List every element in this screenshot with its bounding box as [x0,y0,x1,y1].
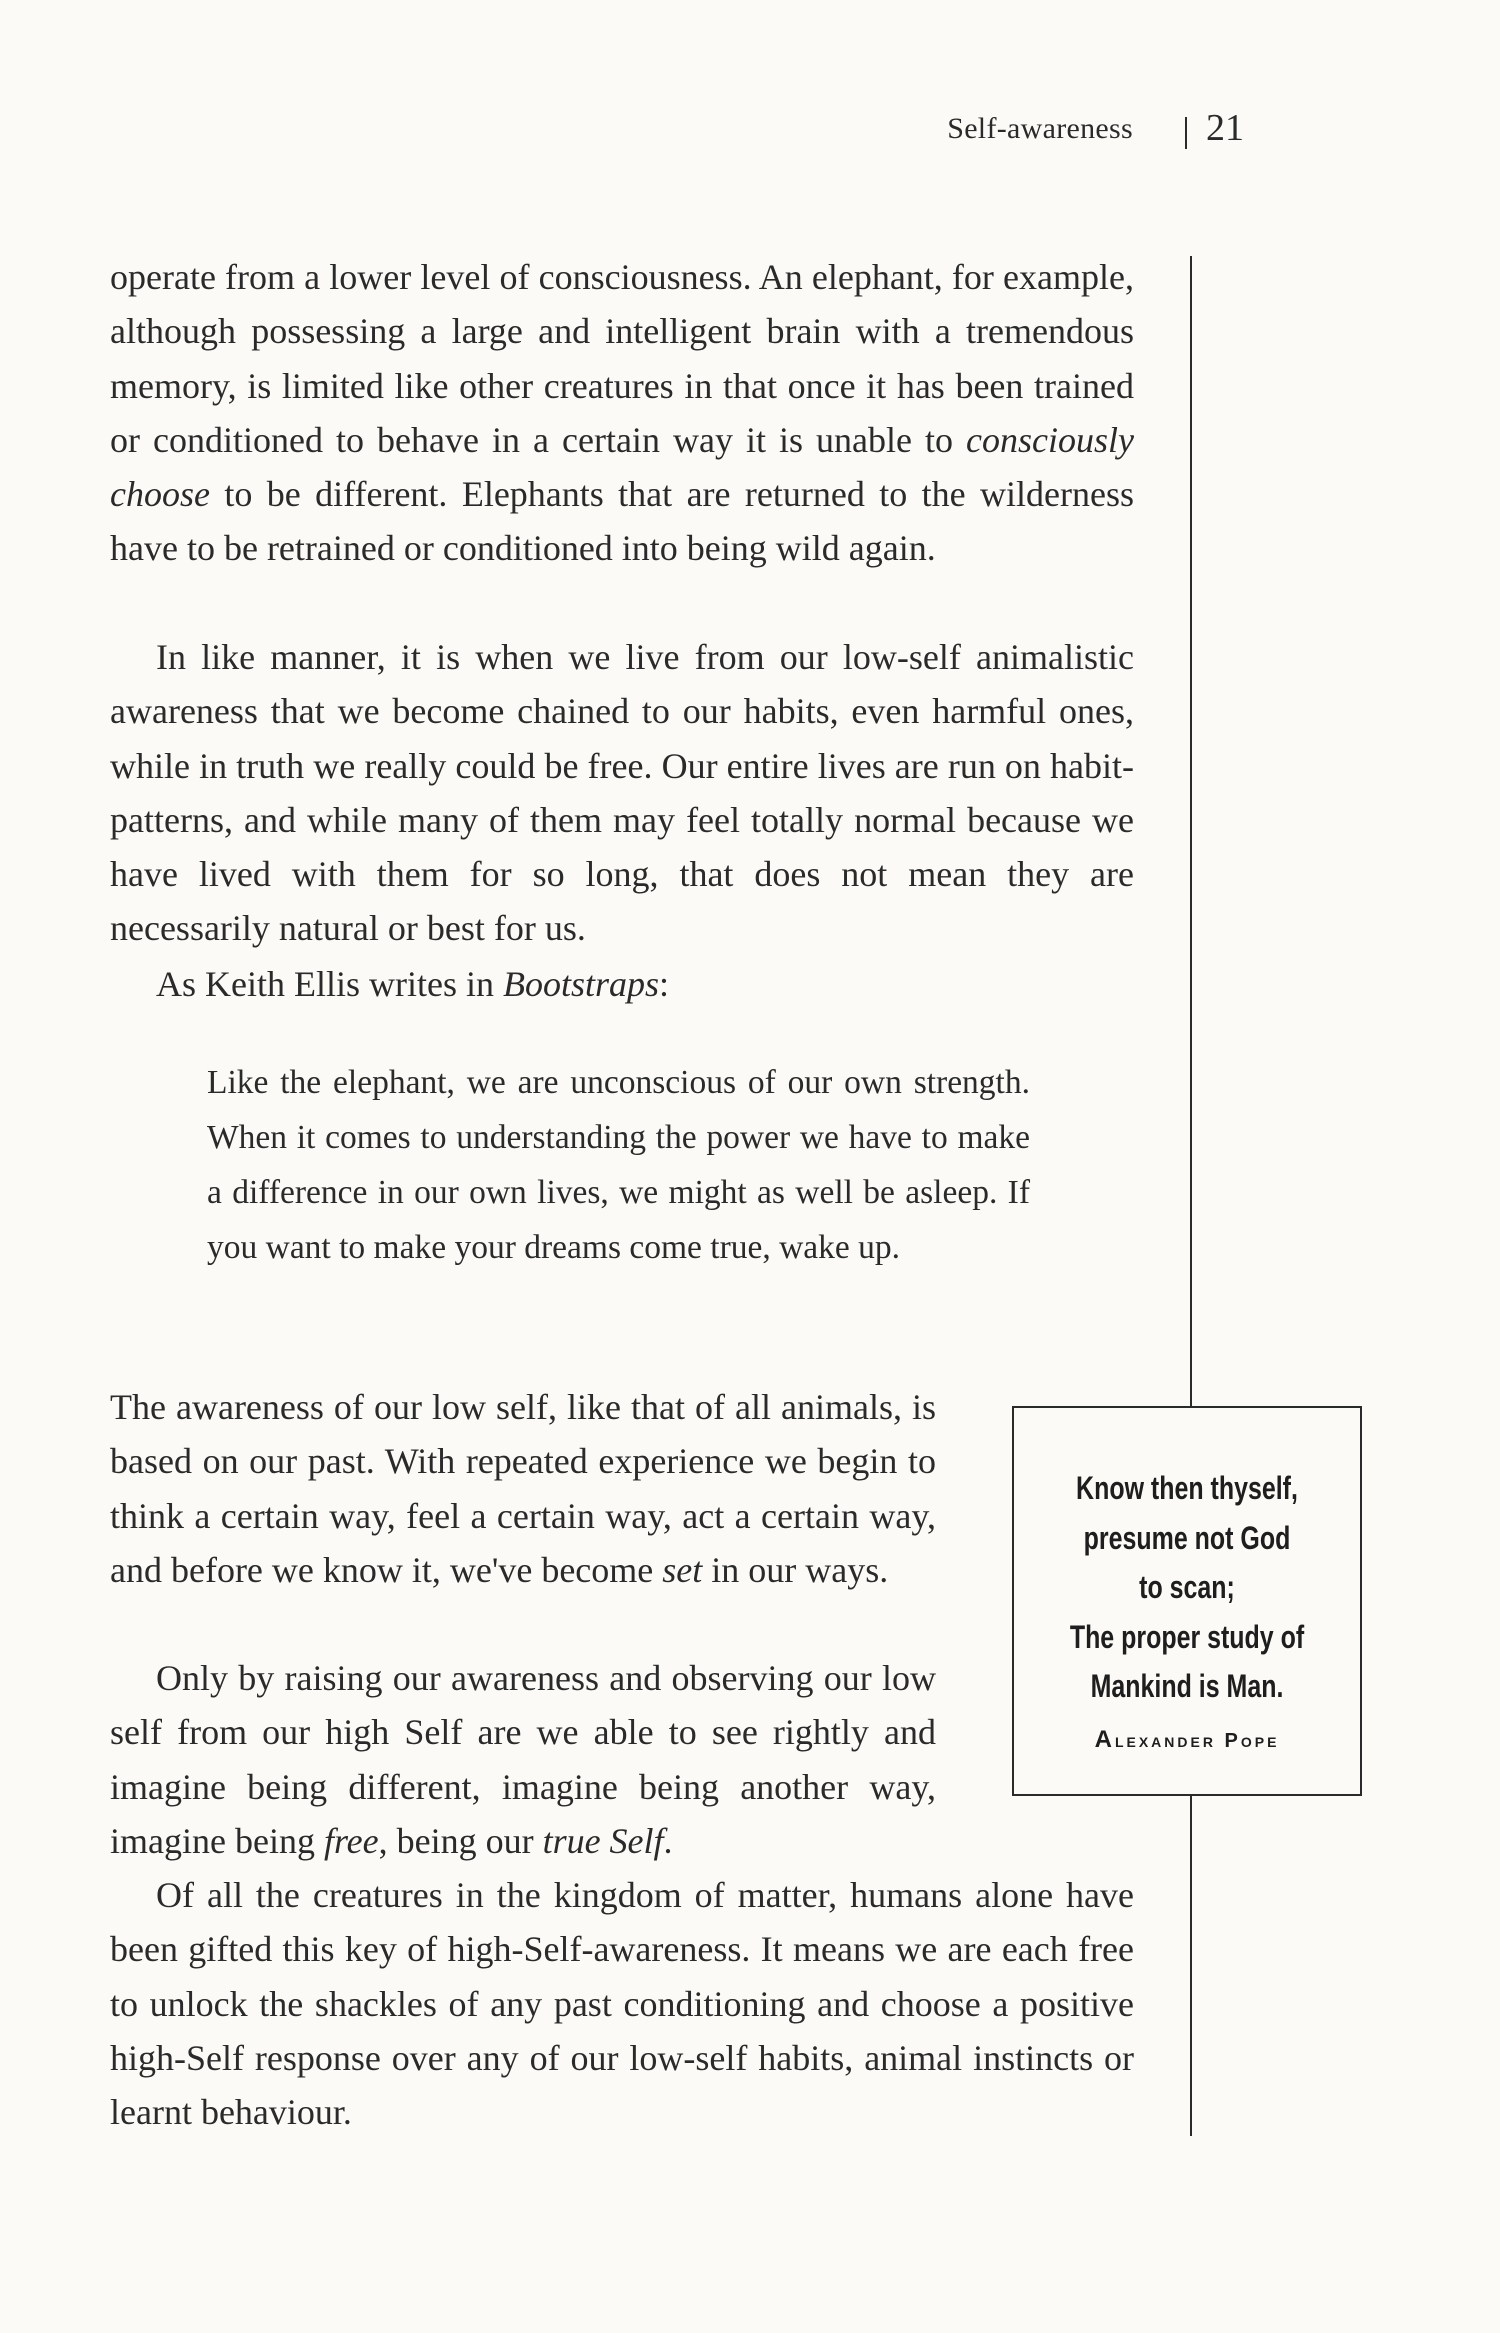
sidebar-quote-box [1012,1406,1362,1796]
header-separator [1185,117,1187,149]
margin-rule-lower [1190,1796,1192,2136]
paragraph-6: Of all the creatures in the kingdom of matter, humans alone have been gifted this key of high-Self-awareness. It means we are each free to unlock the shackles of any past conditioning and choose a positive high-Self response over any of our low-self habits, animal instincts or learnt behaviour. [110,1875,1134,2133]
paragraph-4: The awareness of our low self, like that of all animals, is based on our past. With repeated experience we begin to think a certain way, feel a certain way, act a certain way, and before we know it, we've become set in our ways. [110,1387,936,1590]
sidebar-quote-text [1052,1464,1322,1712]
paragraph-1: operate from a lower level of consciousness. An elephant, for example, although possessing a large and intelligent brain with a tremendous memory, is limited like other creatures in that once it has been trained or conditioned to behave in a certain way it is unable to consciously choose to be different. Elephants that are returned to the wilderness have to be retrained or conditioned into being wild again. [110,257,1134,569]
quote-line: to scan; [1139,1569,1235,1605]
quote-line: Know then thyself, [1076,1470,1298,1506]
paragraph-3: As Keith Ellis writes in Bootstraps: [156,964,670,1004]
section-title: Self-awareness [947,112,1133,145]
paragraph-5: Only by raising our awareness and observing our low self from our high Self are we able to see rightly and imagine being different, imagine being another way, imagine being free, being our true Self. [110,1658,936,1861]
quote-line: The proper study of [1069,1618,1305,1655]
quote-line: presume not God [1083,1519,1291,1556]
page-number: 21 [1206,107,1244,149]
margin-rule-upper [1190,256,1192,1406]
block-quote: Like the elephant, we are unconscious of our own strength. When it comes to understanding the power we have to make a difference in our own lives, we might as well be asleep. If you want to make your dreams come true, wake up. [207,1064,1030,1266]
quote-author: Alexander Pope [1094,1726,1280,1753]
quote-line: Mankind is Man. [1090,1668,1284,1704]
paragraph-2: In like manner, it is when we live from our low-self animalistic awareness that we become chained to our habits, even harmful ones, while in truth we really could be free. Our entire lives are run on habit-patterns, and while many of them may feel totally normal because we have lived with them for so long, that does not mean they are necessarily natural or best for us. [110,637,1134,949]
